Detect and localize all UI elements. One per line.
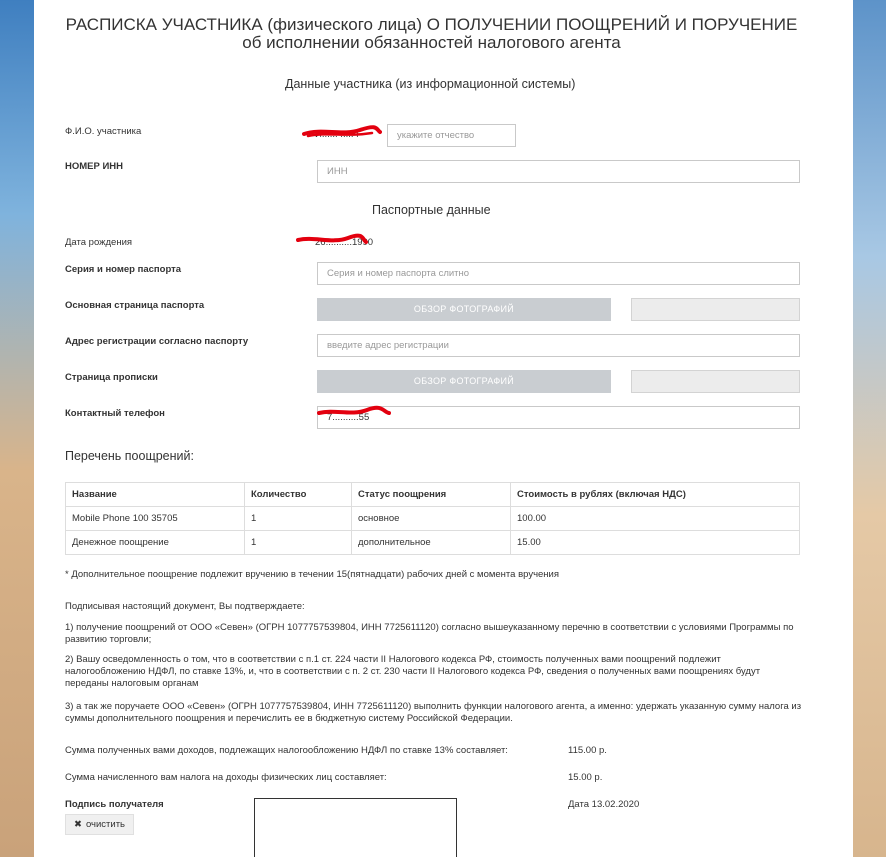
- birth-date-label: Дата рождения: [65, 237, 133, 248]
- income-sum-label: Сумма полученных вами доходов, подлежащих налогообложению НДФЛ по ставке 13% составляет:: [65, 745, 508, 756]
- award-status-cell: основное: [352, 507, 511, 531]
- fio-label: Ф.И.О. участника: [65, 126, 142, 137]
- clear-signature-button[interactable]: [65, 814, 134, 835]
- address-label: Адрес регистрации согласно паспорту: [65, 336, 249, 347]
- phone-label: Контактный телефон: [65, 408, 165, 419]
- passport-series-input[interactable]: Серия и номер паспорта слитно: [317, 262, 800, 285]
- award-name-cell: Mobile Phone 100 35705: [66, 507, 245, 531]
- background-right: [853, 0, 886, 857]
- signature-date: Дата 13.02.2020: [568, 799, 640, 810]
- registration-page-label: Страница прописки: [65, 372, 158, 383]
- main-page-file-box: [631, 298, 800, 321]
- confirm-intro: Подписывая настоящий документ, Вы подтверждаете:: [65, 601, 305, 612]
- col-qty-header: Количество: [245, 483, 352, 507]
- participant-section-title: Данные участника (из информационной системы): [285, 77, 576, 91]
- signature-label: Подпись получателя: [65, 799, 164, 810]
- signature-pad[interactable]: [254, 798, 457, 857]
- table-row: [66, 507, 800, 531]
- fio-redaction-mark: [302, 124, 382, 140]
- close-icon: ✖: [74, 819, 82, 830]
- birth-date-value: 26..........1990: [315, 237, 374, 248]
- confirm-point-1: 1) получение поощрений от ООО «Севен» (ОГРН 1077757539804, ИНН 7725611120) согласно вышеуказанному перечню в соответствии с условиями Программы по развитию торговли;: [65, 622, 794, 645]
- award-qty-cell: 1: [245, 531, 352, 555]
- title-line-1: РАСПИСКА УЧАСТНИКА (физического лица) О ПОЛУЧЕНИИ ПООЩРЕНИЙ И ПОРУЧЕНИЕ: [65, 15, 798, 34]
- address-input[interactable]: введите адрес регистрации: [317, 334, 800, 357]
- award-status-cell: дополнительное: [352, 531, 511, 555]
- income-sum-value: 115.00 р.: [568, 745, 607, 756]
- award-cost-cell: 15.00: [511, 531, 800, 555]
- passport-section-title: Паспортные данные: [372, 203, 491, 217]
- table-row: [66, 531, 800, 555]
- awards-table-header-row: [66, 483, 800, 507]
- col-name-header: Название: [66, 483, 245, 507]
- clear-signature-label: очистить: [85, 819, 126, 830]
- phone-redaction-mark: [317, 405, 391, 419]
- confirm-point-3: 3) а так же поручаете ООО «Севен» (ОГРН 1077757539804, ИНН 7725611120) выполнить функции налогового агента, а именно: удержать указанную сумму налога из суммы дополнительного поощрения и перечислить ее в бюджетную систему Российской Федерации.: [65, 701, 802, 724]
- document-title: [34, 16, 829, 52]
- award-qty-cell: 1: [245, 507, 352, 531]
- browse-photos-button-registration[interactable]: ОБЗОР ФОТОГРАФИЙ: [317, 370, 611, 393]
- inn-input[interactable]: ИНН: [317, 160, 800, 183]
- awards-table: [65, 482, 800, 555]
- registration-page-file-box: [631, 370, 800, 393]
- award-name-cell: Денежное поощрение: [66, 531, 245, 555]
- passport-series-label: Серия и номер паспорта: [65, 264, 182, 275]
- fio-value: И...... .....ч: [315, 129, 359, 140]
- award-cost-cell: 100.00: [511, 507, 800, 531]
- awards-section-title: Перечень поощрений:: [65, 449, 194, 463]
- passport-main-page-label: Основная страница паспорта: [65, 300, 205, 311]
- document-page: [34, 0, 853, 857]
- phone-input[interactable]: 7..........55: [317, 406, 800, 429]
- col-cost-header: Стоимость в рублях (включая НДС): [511, 483, 800, 507]
- awards-note: * Дополнительное поощрение подлежит вручению в течении 15(пятнадцати) рабочих дней с момента вручения: [65, 569, 559, 580]
- tax-sum-value: 15.00 р.: [568, 772, 603, 783]
- inn-label: НОМЕР ИНН: [65, 161, 124, 172]
- patronymic-input[interactable]: укажите отчество: [387, 124, 516, 147]
- tax-sum-label: Сумма начисленного вам налога на доходы физических лиц составляет:: [65, 772, 387, 783]
- col-status-header: Статус поощрения: [352, 483, 511, 507]
- browse-photos-button-main[interactable]: ОБЗОР ФОТОГРАФИЙ: [317, 298, 611, 321]
- confirm-point-2: 2) Вашу осведомленность о том, что в соответствии с п.1 ст. 224 части II Налогового кодекса РФ, стоимость полученных вами поощрений подлежит налогообложению НДФЛ, по ставке 13%, и, что в соответствии с п. 2 ст. 230 части II Налогового кодекса РФ, сведения о полученных вами поощрениях будут переданы налоговым органам: [65, 654, 761, 689]
- title-line-2: об исполнении обязанностей налогового агента: [242, 33, 621, 52]
- birth-date-redaction-mark: [296, 233, 368, 247]
